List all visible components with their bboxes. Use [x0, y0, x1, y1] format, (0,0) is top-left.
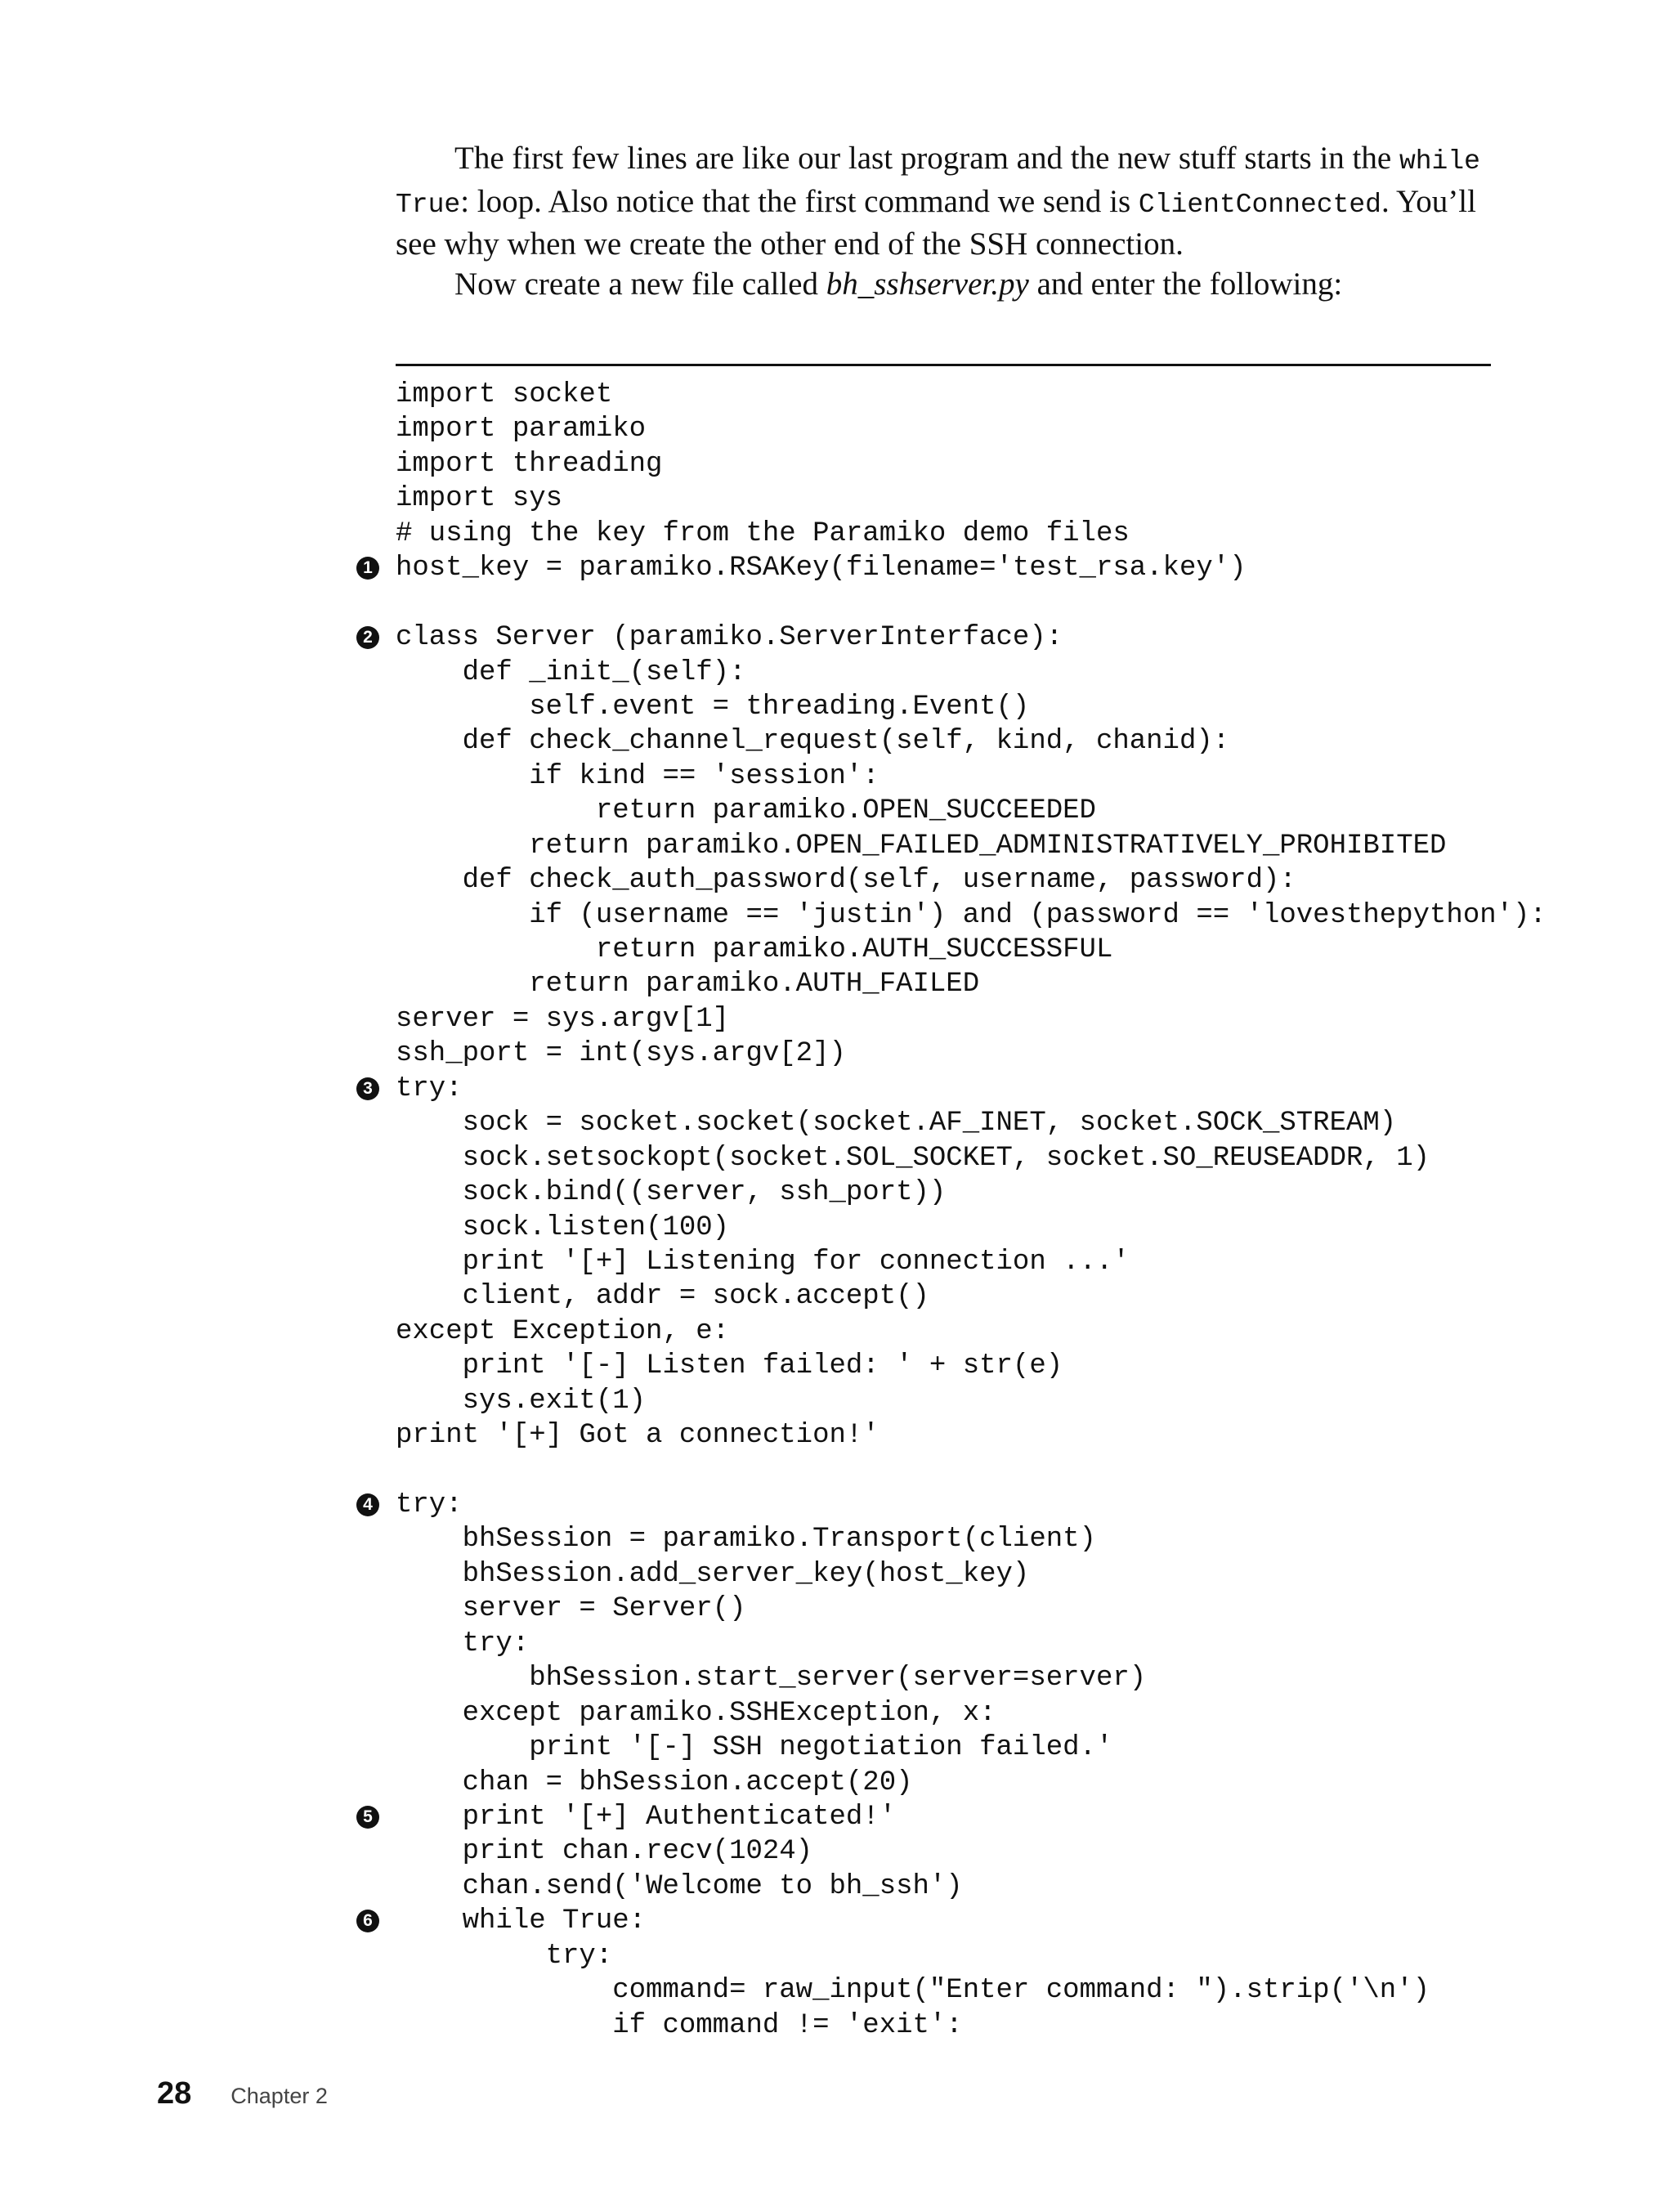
code-line-text: server = sys.argv[1] [396, 1003, 730, 1035]
code-line-text: try: [396, 1628, 530, 1659]
code-line-text: except Exception, e: [396, 1315, 730, 1347]
code-line-text: host_key = paramiko.RSAKey(filename='test_rsa.key') [396, 553, 1247, 584]
code-line-text: try: [396, 1940, 613, 1972]
code-line [396, 1834, 1622, 1869]
code-line [363, 1072, 1622, 1106]
code-line-text: sys.exit(1) [396, 1385, 647, 1417]
callout-marker-4: 4 [356, 1493, 379, 1516]
code-line-text: import paramiko [396, 414, 647, 446]
code-line-text: sock.listen(100) [396, 1211, 730, 1243]
code-line [396, 1731, 1622, 1765]
code-line [396, 1453, 1622, 1488]
body-text [396, 139, 1491, 304]
callout-marker-6: 6 [356, 1910, 379, 1932]
code-line-text: if (username == 'justin') and (password == 'lovesthepython'): [396, 899, 1546, 931]
code-line [363, 620, 1622, 655]
code-line-text: print '[-] Listen failed: ' + str(e) [396, 1350, 1063, 1382]
code-line [396, 1661, 1622, 1695]
code-line-text: return paramiko.OPEN_SUCCEEDED [396, 795, 1096, 827]
code-line-text: bhSession.add_server_key(host_key) [396, 1558, 1030, 1590]
code-line [396, 1766, 1622, 1800]
code-line-text: bhSession = paramiko.Transport(client) [396, 1524, 1096, 1556]
paragraph-create-file [396, 265, 1491, 305]
code-line [396, 933, 1622, 967]
code-line-text: ssh_port = int(sys.argv[2]) [396, 1038, 846, 1070]
code-line-text: import socket [396, 379, 613, 410]
paragraph-text: . You’ll see why when we create the other end of the SSH connection. [396, 183, 1476, 262]
code-line-text: if command != 'exit': [396, 2009, 963, 2041]
code-line [396, 447, 1622, 481]
code-line-text: # using the key from the Paramiko demo files [396, 517, 1130, 549]
code-line-text: def _init_(self): [396, 656, 746, 688]
code-listing [363, 378, 1622, 2043]
code-line [396, 794, 1622, 828]
paragraph-intro [396, 139, 1491, 265]
code-line [396, 1349, 1622, 1383]
code-line [396, 690, 1622, 724]
code-line-text: try: [396, 1072, 463, 1104]
code-line-text: sock.setsockopt(socket.SOL_SOCKET, socket.SO_REUSEADDR, 1) [396, 1142, 1430, 1174]
code-line-text: class Server (paramiko.ServerInterface): [396, 622, 1063, 654]
code-line-text: command= raw_input("Enter command: ").strip('\n') [396, 1975, 1430, 2007]
code-line [363, 1904, 1622, 1938]
code-line-text: print '[+] Authenticated!' [396, 1801, 897, 1833]
code-line-text: client, addr = sock.accept() [396, 1281, 929, 1313]
code-line [396, 1279, 1622, 1314]
code-line [396, 656, 1622, 690]
code-line [396, 1522, 1622, 1556]
code-line-text: if kind == 'session': [396, 760, 880, 792]
code-line-text: sock.bind((server, ssh_port)) [396, 1177, 947, 1209]
code-line [396, 1211, 1622, 1245]
code-line [363, 1800, 1622, 1834]
code-line [396, 1106, 1622, 1140]
paragraph-text: Now create a new file called [454, 266, 826, 302]
code-line [396, 378, 1622, 412]
code-line [396, 724, 1622, 759]
code-line-text: import threading [396, 448, 663, 480]
code-line-text: self.event = threading.Event() [396, 691, 1030, 723]
code-line [396, 1175, 1622, 1210]
code-line-text: return paramiko.OPEN_FAILED_ADMINISTRATIVELY_PROHIBITED [396, 830, 1447, 862]
code-line [396, 759, 1622, 794]
code-line [396, 863, 1622, 898]
code-line [396, 1037, 1622, 1071]
code-line [363, 551, 1622, 585]
chapter-label: Chapter 2 [231, 2084, 328, 2108]
code-line [396, 412, 1622, 446]
callout-marker-3: 3 [356, 1077, 379, 1100]
inline-code-client-connected: ClientConnected [1138, 189, 1381, 220]
code-line-text: try: [396, 1489, 463, 1520]
code-line-text: def check_channel_request(self, kind, chanid): [396, 726, 1230, 758]
code-line-text: return paramiko.AUTH_SUCCESSFUL [396, 934, 1113, 965]
code-line [396, 1418, 1622, 1453]
code-line [396, 1696, 1622, 1731]
paragraph-text: : loop. Also notice that the first command we send is [460, 183, 1139, 219]
code-line [396, 1869, 1622, 1904]
page-footer [157, 2076, 328, 2116]
inline-code-while-true: while True [396, 146, 1480, 220]
code-line [396, 1939, 1622, 1973]
code-line-text: sock = socket.socket(socket.AF_INET, socket.SOCK_STREAM) [396, 1108, 1397, 1140]
code-line [396, 1627, 1622, 1661]
callout-marker-5: 5 [356, 1806, 379, 1829]
code-line-text: chan = bhSession.accept(20) [396, 1766, 913, 1798]
code-line-text: bhSession.start_server(server=server) [396, 1663, 1147, 1695]
code-line-text: print '[+] Got a connection!' [396, 1420, 880, 1452]
code-line [396, 517, 1622, 551]
code-line [396, 2008, 1622, 2043]
code-line [396, 1314, 1622, 1349]
code-line-text: server = Server() [396, 1593, 746, 1625]
code-line [396, 481, 1622, 516]
code-line-text: chan.send('Welcome to bh_ssh') [396, 1870, 963, 1902]
code-line [396, 1245, 1622, 1279]
paragraph-text: The first few lines are like our last program and the new stuff starts in the [454, 141, 1399, 176]
page-number: 28 [157, 2076, 192, 2111]
callout-marker-1: 1 [356, 557, 379, 580]
code-line-text: return paramiko.AUTH_FAILED [396, 969, 980, 1001]
code-line [396, 967, 1622, 1001]
code-line-text: print '[+] Listening for connection ...' [396, 1246, 1130, 1278]
code-line-text: def check_auth_password(self, username, password): [396, 865, 1296, 897]
code-line-text: import sys [396, 483, 563, 515]
code-line [396, 1592, 1622, 1626]
code-line [396, 1002, 1622, 1037]
paragraph-text: and enter the following: [1028, 266, 1343, 302]
code-line [396, 1384, 1622, 1418]
code-line [396, 586, 1622, 620]
code-line-text: except paramiko.SSHException, x: [396, 1697, 996, 1729]
code-line-text: print chan.recv(1024) [396, 1836, 813, 1868]
code-line [396, 1557, 1622, 1592]
code-line [396, 829, 1622, 863]
code-line-text: print '[-] SSH negotiation failed.' [396, 1732, 1113, 1764]
code-line [396, 1141, 1622, 1175]
code-listing-divider [396, 364, 1491, 366]
code-line [396, 1973, 1622, 2008]
code-line [396, 898, 1622, 933]
filename: bh_sshserver.py [826, 266, 1029, 302]
code-line-text: while True: [396, 1905, 647, 1937]
code-line [363, 1488, 1622, 1522]
callout-marker-2: 2 [356, 626, 379, 649]
